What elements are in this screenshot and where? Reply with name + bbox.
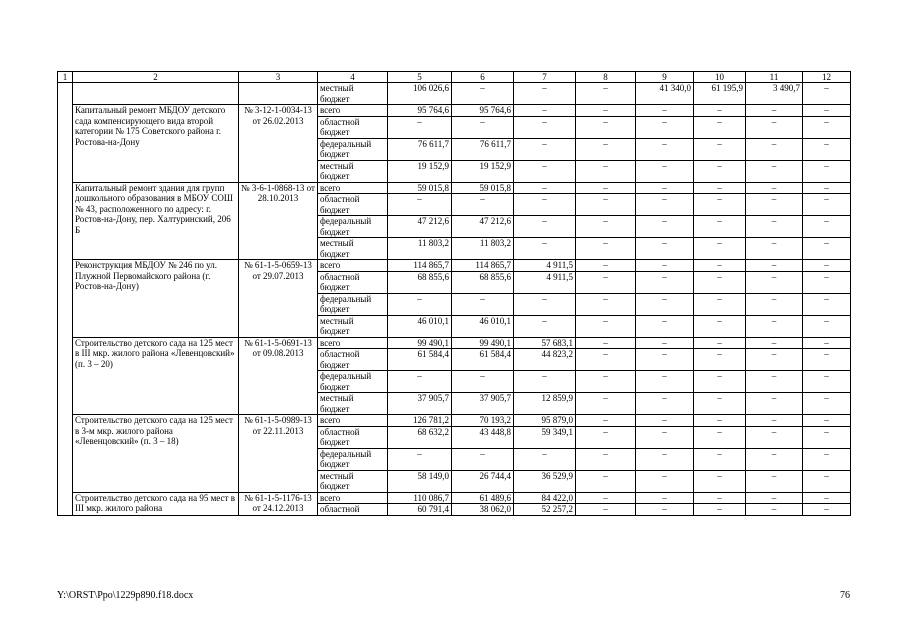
funding-source: всего: [318, 105, 388, 117]
funding-source: местный бюджет: [318, 238, 388, 260]
value-cell: –: [746, 194, 803, 216]
value-cell: –: [636, 293, 694, 315]
document-number: № 3-12-1-0034-13 от 26.02.2013: [239, 105, 318, 183]
value-cell: –: [636, 160, 694, 182]
funding-source: всего: [318, 415, 388, 427]
value-cell: –: [803, 238, 851, 260]
value-cell: –: [636, 393, 694, 415]
value-cell: –: [746, 448, 803, 470]
value-cell: –: [803, 448, 851, 470]
funding-source: областной бюджет: [318, 426, 388, 448]
value-cell: –: [514, 371, 576, 393]
value-cell: 60 791,4: [388, 504, 452, 516]
value-cell: –: [576, 315, 636, 337]
value-cell: 19 152,9: [452, 160, 514, 182]
value-cell: –: [746, 349, 803, 371]
object-name: Строительство детского сада на 125 мест в III мкр. жилого района «Левенцовский» (п. 3 – 20): [73, 337, 239, 415]
value-cell: 95 879,0: [514, 415, 576, 427]
document-number: [239, 83, 318, 105]
value-cell: –: [694, 426, 746, 448]
value-cell: 47 212,6: [388, 216, 452, 238]
value-cell: –: [803, 393, 851, 415]
value-cell: –: [636, 337, 694, 349]
column-number: 12: [803, 72, 851, 83]
value-cell: 59 015,8: [388, 182, 452, 194]
value-cell: –: [803, 470, 851, 492]
value-cell: –: [803, 271, 851, 293]
value-cell: –: [576, 349, 636, 371]
column-number: 4: [318, 72, 388, 83]
value-cell: –: [636, 271, 694, 293]
value-cell: –: [694, 182, 746, 194]
value-cell: –: [576, 216, 636, 238]
value-cell: –: [803, 492, 851, 504]
value-cell: –: [576, 293, 636, 315]
value-cell: –: [803, 371, 851, 393]
value-cell: –: [803, 194, 851, 216]
value-cell: –: [576, 492, 636, 504]
value-cell: –: [694, 138, 746, 160]
value-cell: –: [694, 393, 746, 415]
value-cell: –: [694, 105, 746, 117]
value-cell: –: [636, 349, 694, 371]
value-cell: 11 803,2: [452, 238, 514, 260]
value-cell: –: [452, 83, 514, 105]
value-cell: 61 195,9: [694, 83, 746, 105]
value-cell: –: [636, 182, 694, 194]
column-number: 8: [576, 72, 636, 83]
value-cell: –: [514, 293, 576, 315]
object-name: Реконструкция МБДОУ № 246 по ул. Плужной Первомайского района (г. Ростов-на-Дону): [73, 260, 239, 338]
value-cell: –: [694, 448, 746, 470]
value-cell: –: [746, 238, 803, 260]
value-cell: –: [694, 116, 746, 138]
document-number: № 61-1-5-0659-13 от 29.07.2013: [239, 260, 318, 338]
value-cell: –: [576, 426, 636, 448]
value-cell: –: [746, 116, 803, 138]
value-cell: 57 683,1: [514, 337, 576, 349]
value-cell: –: [388, 448, 452, 470]
value-cell: –: [694, 315, 746, 337]
table-row: [58, 260, 851, 272]
value-cell: 38 062,0: [452, 504, 514, 516]
value-cell: –: [803, 349, 851, 371]
value-cell: 114 865,7: [452, 260, 514, 272]
value-cell: –: [694, 504, 746, 516]
value-cell: –: [694, 194, 746, 216]
value-cell: –: [636, 105, 694, 117]
value-cell: –: [636, 238, 694, 260]
funding-source: местный бюджет: [318, 315, 388, 337]
value-cell: –: [576, 504, 636, 516]
column-number: 1: [58, 72, 73, 83]
value-cell: –: [388, 293, 452, 315]
value-cell: 99 490,1: [452, 337, 514, 349]
value-cell: 59 349,1: [514, 426, 576, 448]
document-path: Y:\ORST\Ppo\1229p890.f18.docx: [57, 590, 194, 601]
column-number: 9: [636, 72, 694, 83]
value-cell: 106 026,6: [388, 83, 452, 105]
value-cell: –: [746, 393, 803, 415]
value-cell: –: [576, 194, 636, 216]
funding-source: местный бюджет: [318, 393, 388, 415]
value-cell: –: [746, 260, 803, 272]
value-cell: –: [746, 315, 803, 337]
value-cell: –: [576, 371, 636, 393]
funding-source: всего: [318, 182, 388, 194]
value-cell: –: [576, 415, 636, 427]
object-name: Строительство детского сада на 95 мест в III мкр. жилого района: [73, 492, 239, 515]
value-cell: –: [636, 426, 694, 448]
value-cell: –: [746, 105, 803, 117]
value-cell: –: [694, 260, 746, 272]
funding-source: федеральный бюджет: [318, 371, 388, 393]
value-cell: –: [746, 415, 803, 427]
value-cell: –: [452, 116, 514, 138]
value-cell: –: [514, 160, 576, 182]
value-cell: –: [636, 138, 694, 160]
value-cell: 47 212,6: [452, 216, 514, 238]
index-cell: [58, 83, 73, 516]
document-number: № 3-6-1-0868-13 от 28.10.2013: [239, 182, 318, 260]
value-cell: 12 859,9: [514, 393, 576, 415]
value-cell: –: [746, 271, 803, 293]
page-number: 76: [840, 590, 850, 601]
value-cell: 95 764,6: [452, 105, 514, 117]
value-cell: 26 744,4: [452, 470, 514, 492]
value-cell: 68 855,6: [388, 271, 452, 293]
value-cell: –: [694, 415, 746, 427]
value-cell: –: [694, 238, 746, 260]
value-cell: –: [636, 194, 694, 216]
value-cell: –: [803, 216, 851, 238]
value-cell: –: [803, 415, 851, 427]
value-cell: –: [746, 138, 803, 160]
column-number: 10: [694, 72, 746, 83]
column-number: 7: [514, 72, 576, 83]
table-row: [58, 492, 851, 504]
value-cell: 95 764,6: [388, 105, 452, 117]
table-row: [58, 182, 851, 194]
value-cell: 61 584,4: [388, 349, 452, 371]
value-cell: 70 193,2: [452, 415, 514, 427]
funding-source: областной бюджет: [318, 194, 388, 216]
value-cell: –: [803, 504, 851, 516]
column-number: 2: [73, 72, 239, 83]
value-cell: –: [514, 194, 576, 216]
table-row: [58, 105, 851, 117]
value-cell: 37 905,7: [452, 393, 514, 415]
value-cell: –: [576, 105, 636, 117]
value-cell: 3 490,7: [746, 83, 803, 105]
value-cell: 76 611,7: [388, 138, 452, 160]
value-cell: –: [694, 492, 746, 504]
value-cell: –: [636, 371, 694, 393]
value-cell: –: [514, 116, 576, 138]
value-cell: –: [803, 160, 851, 182]
column-number-row: [58, 72, 851, 83]
value-cell: –: [452, 371, 514, 393]
funding-source: федеральный бюджет: [318, 216, 388, 238]
value-cell: 110 086,7: [388, 492, 452, 504]
value-cell: –: [576, 260, 636, 272]
value-cell: –: [576, 238, 636, 260]
value-cell: –: [636, 448, 694, 470]
funding-source: областной: [318, 504, 388, 516]
value-cell: 4 911,5: [514, 271, 576, 293]
value-cell: –: [576, 271, 636, 293]
value-cell: –: [576, 116, 636, 138]
value-cell: 99 490,1: [388, 337, 452, 349]
value-cell: 68 855,6: [452, 271, 514, 293]
value-cell: –: [803, 260, 851, 272]
value-cell: –: [803, 337, 851, 349]
value-cell: –: [746, 470, 803, 492]
value-cell: –: [803, 315, 851, 337]
value-cell: 61 489,6: [452, 492, 514, 504]
object-name: Капитальный ремонт здания для групп дошкольного образования в МБОУ СОШ № 43, расположенного по адресу: г. Ростов-на-Дону, пер. Халтуринский, 206 Б: [73, 182, 239, 260]
value-cell: –: [576, 138, 636, 160]
table-row: [58, 83, 851, 105]
value-cell: 36 529,9: [514, 470, 576, 492]
value-cell: –: [746, 160, 803, 182]
funding-source: местный бюджет: [318, 470, 388, 492]
value-cell: 52 257,2: [514, 504, 576, 516]
value-cell: 46 010,1: [452, 315, 514, 337]
value-cell: –: [636, 315, 694, 337]
funding-source: всего: [318, 337, 388, 349]
value-cell: –: [803, 105, 851, 117]
value-cell: –: [576, 393, 636, 415]
column-number: 5: [388, 72, 452, 83]
value-cell: –: [694, 349, 746, 371]
document-number: № 61-1-5-0691-13 от 09.08.2013: [239, 337, 318, 415]
value-cell: –: [694, 337, 746, 349]
value-cell: –: [746, 504, 803, 516]
value-cell: –: [803, 293, 851, 315]
value-cell: –: [452, 293, 514, 315]
funding-source: местный бюджет: [318, 83, 388, 105]
value-cell: –: [514, 448, 576, 470]
value-cell: –: [388, 116, 452, 138]
value-cell: 44 823,2: [514, 349, 576, 371]
value-cell: –: [388, 371, 452, 393]
value-cell: –: [746, 182, 803, 194]
value-cell: 76 611,7: [452, 138, 514, 160]
value-cell: 4 911,5: [514, 260, 576, 272]
value-cell: 114 865,7: [388, 260, 452, 272]
table-row: [58, 415, 851, 427]
object-name: [73, 83, 239, 105]
value-cell: –: [514, 315, 576, 337]
value-cell: –: [636, 116, 694, 138]
object-name: Строительство детского сада на 125 мест в 3-м мкр. жилого района «Левенцовский» (п. 3 – 18): [73, 415, 239, 493]
value-cell: –: [514, 105, 576, 117]
document-number: № 61-1-5-1176-13 от 24.12.2013: [239, 492, 318, 515]
value-cell: –: [636, 504, 694, 516]
value-cell: –: [576, 448, 636, 470]
value-cell: –: [746, 371, 803, 393]
value-cell: –: [746, 337, 803, 349]
value-cell: –: [452, 194, 514, 216]
value-cell: –: [694, 293, 746, 315]
funding-source: областной бюджет: [318, 349, 388, 371]
funding-source: федеральный бюджет: [318, 293, 388, 315]
funding-source: федеральный бюджет: [318, 448, 388, 470]
value-cell: –: [746, 426, 803, 448]
value-cell: –: [636, 415, 694, 427]
value-cell: –: [576, 337, 636, 349]
value-cell: 19 152,9: [388, 160, 452, 182]
value-cell: –: [746, 216, 803, 238]
value-cell: 126 781,2: [388, 415, 452, 427]
column-number: 3: [239, 72, 318, 83]
value-cell: –: [636, 470, 694, 492]
value-cell: –: [514, 182, 576, 194]
budget-table: [57, 71, 851, 516]
value-cell: –: [746, 293, 803, 315]
document-number: № 61-1-5-0989-13 от 22.11.2013: [239, 415, 318, 493]
value-cell: 37 905,7: [388, 393, 452, 415]
value-cell: –: [746, 492, 803, 504]
value-cell: 41 340,0: [636, 83, 694, 105]
value-cell: 84 422,0: [514, 492, 576, 504]
funding-source: всего: [318, 260, 388, 272]
value-cell: 46 010,1: [388, 315, 452, 337]
funding-source: всего: [318, 492, 388, 504]
value-cell: 59 015,8: [452, 182, 514, 194]
column-number: 11: [746, 72, 803, 83]
value-cell: –: [694, 371, 746, 393]
value-cell: –: [388, 194, 452, 216]
value-cell: –: [576, 470, 636, 492]
value-cell: –: [803, 138, 851, 160]
value-cell: –: [694, 271, 746, 293]
value-cell: –: [514, 238, 576, 260]
value-cell: –: [576, 182, 636, 194]
value-cell: –: [452, 448, 514, 470]
value-cell: –: [803, 116, 851, 138]
value-cell: –: [576, 83, 636, 105]
value-cell: –: [636, 216, 694, 238]
object-name: Капитальный ремонт МБДОУ детского сада компенсирующего вида второй категории № 175 Советского района г. Ростова-на-Дону: [73, 105, 239, 183]
table-row: [58, 337, 851, 349]
value-cell: 61 584,4: [452, 349, 514, 371]
value-cell: 68 632,2: [388, 426, 452, 448]
value-cell: 58 149,0: [388, 470, 452, 492]
value-cell: –: [636, 260, 694, 272]
value-cell: –: [514, 83, 576, 105]
funding-source: областной бюджет: [318, 271, 388, 293]
value-cell: –: [514, 138, 576, 160]
value-cell: –: [576, 160, 636, 182]
value-cell: –: [694, 160, 746, 182]
funding-source: областной бюджет: [318, 116, 388, 138]
value-cell: 11 803,2: [388, 238, 452, 260]
value-cell: –: [803, 83, 851, 105]
value-cell: –: [694, 470, 746, 492]
value-cell: –: [636, 492, 694, 504]
funding-source: местный бюджет: [318, 160, 388, 182]
column-number: 6: [452, 72, 514, 83]
value-cell: –: [694, 216, 746, 238]
funding-source: федеральный бюджет: [318, 138, 388, 160]
value-cell: –: [803, 426, 851, 448]
value-cell: –: [803, 182, 851, 194]
value-cell: –: [514, 216, 576, 238]
value-cell: 43 448,8: [452, 426, 514, 448]
